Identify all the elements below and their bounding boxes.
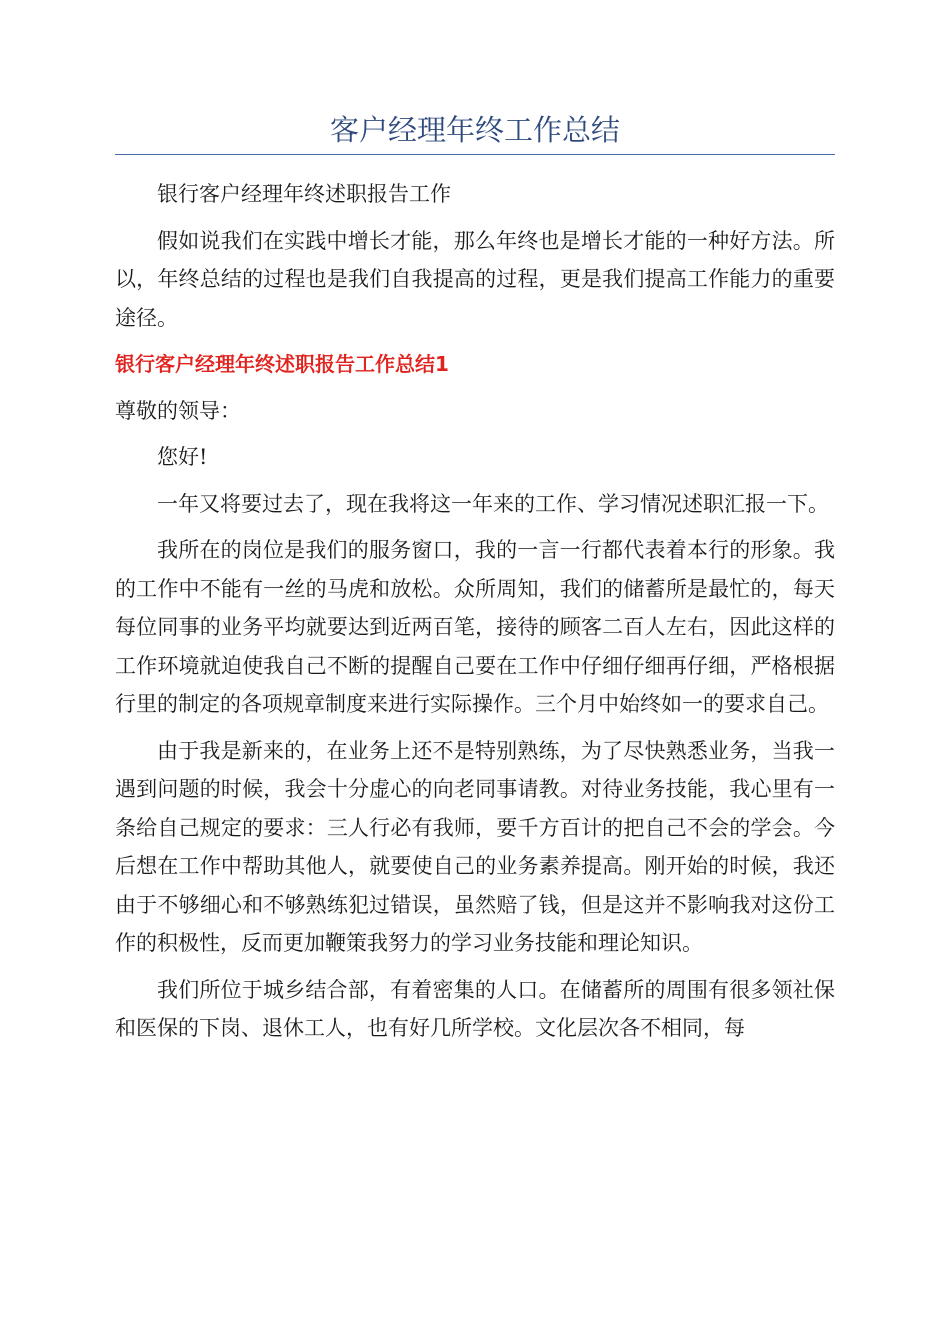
body-paragraph: 我所在的岗位是我们的服务窗口，我的一言一行都代表着本行的形象。我的工作中不能有一丝的马虎和放松。众所周知，我们的储蓄所是最忙的，每天每位同事的业务平均就要达到近两百笔，接待的顾客二百人左右，因此这样的工作环境就迫使我自己不断的提醒自己要在工作中仔细仔细再仔细，严格根据行里的制定的各项规章制度来进行实际操作。三个月中始终如一的要求自己。 — [115, 538, 835, 716]
document-body — [115, 175, 835, 1056]
body-paragraph: 我们所位于城乡结合部，有着密集的人口。在储蓄所的周围有很多领社保和医保的下岗、退休工人，也有好几所学校。文化层次各不相同，每 — [115, 977, 835, 1040]
section-heading: 银行客户经理年终述职报告工作总结1 — [115, 352, 449, 376]
greeting: 您好! — [157, 445, 208, 469]
salutation: 尊敬的领导： — [115, 398, 241, 423]
intro-paragraph: 假如说我们在实践中增长才能，那么年终也是增长才能的一种好方法。所以，年终总结的过程也是我们自我提高的过程，更是我们提高工作能力的重要途径。 — [115, 228, 835, 330]
body-paragraph: 一年又将要过去了，现在我将这一年来的工作、学习情况述职汇报一下。 — [157, 491, 829, 516]
subtitle-paragraph: 银行客户经理年终述职报告工作 — [157, 182, 451, 206]
title-underline — [115, 154, 835, 155]
document-title: 客户经理年终工作总结 — [329, 113, 620, 147]
body-paragraph: 由于我是新来的，在业务上还不是特别熟练，为了尽快熟悉业务，当我一遇到问题的时候，我会十分虚心的向老同事请教。对待业务技能，我心里有一条给自己规定的要求：三人行必有我师，要千方百计的把自己不会的学会。今后想在工作中帮助其他人，就要使自己的业务素养提高。刚开始的时候，我还由于不够细心和不够熟练犯过错误，虽然赔了钱，但是这并不影响我对这份工作的积极性，反而更加鞭策我努力的学习业务技能和理论知识。 — [115, 738, 835, 955]
